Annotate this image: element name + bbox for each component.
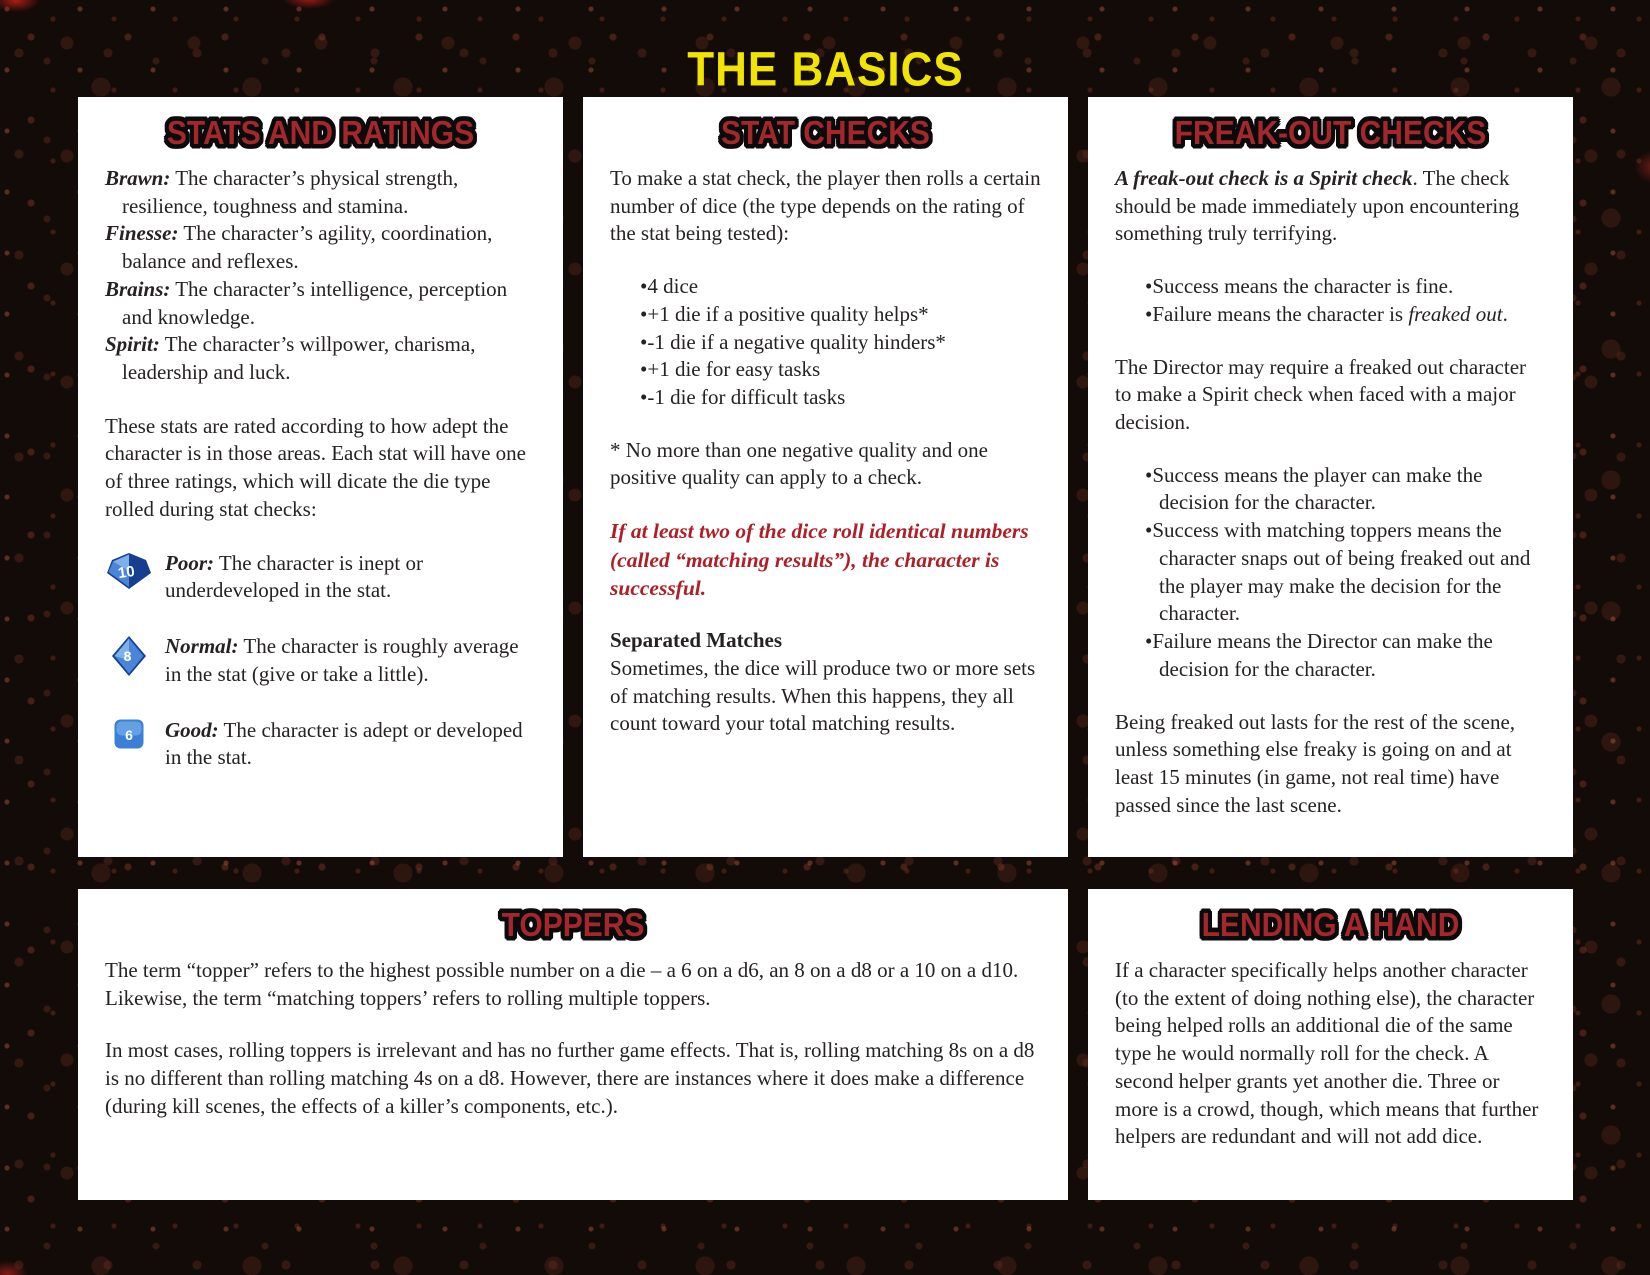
freak-out-checks-card [1088,97,1573,857]
separated-matches-paragraph: Sometimes, the dice will produce two or more sets of matching results. When this happens, they all count toward your total matching results. [610,656,1036,736]
toppers-card [78,889,1068,1200]
freak-out-intro-rest: . The check should be made immediately upon encountering something truly terrifying. [1115,166,1520,246]
list-item [1145,273,1546,301]
freak-out-result-list [1115,273,1546,328]
list-item: • -1 die for difficult tasks [640,384,1041,412]
d6-die-icon [105,717,153,772]
d10-die-icon [105,550,153,605]
list-item: • Success means the player can make the decision for the character. [1145,462,1546,517]
stat-finesse [105,220,536,275]
rating-good [105,717,536,772]
decision-result-list [1115,462,1546,684]
stats-and-ratings-card [78,97,563,857]
stat-checks-card [583,97,1068,857]
ratings-list [105,550,536,772]
director-paragraph: The Director may require a freaked out character to make a Spirit check when faced with a major decision. [1115,354,1527,435]
toppers-paragraph-1: The term “topper” refers to the highest possible number on a die – a 6 on a d6, an 8 on a d8 or a 10 on a d10. Likewise, the term “matching toppers’ refers to rolling multiple toppers. [105,958,1019,1010]
stat-term: Finesse: [105,221,179,246]
toppers-header: TOPPERS [501,906,645,944]
svg-text:8: 8 [123,648,132,665]
separated-matches-subheading: Separated Matches [610,628,783,653]
rating-term: Normal: [165,634,239,659]
stats-and-ratings-header: STATS AND RATINGS [166,114,475,152]
result-suffix: . [1502,301,1508,326]
rating-term: Good: [165,717,219,742]
rating-text [165,633,536,688]
svg-text:10: 10 [116,562,136,582]
stat-spirit [105,331,536,386]
rating-term: Poor: [165,550,214,575]
stat-definition-text: The character’s willpower, charisma, leadership and luck. [122,332,476,385]
toppers-paragraph-2: In most cases, rolling toppers is irrelevant and has no further game effects. That is, rolling matching 8s on a d8 is no different than rolling matching 4s on a d8. However, there are instances where it does make a difference (during kill scenes, the effects of a killer’s components, etc.). [105,1038,1035,1118]
list-item: • 4 dice [640,273,1041,301]
lending-a-hand-card [1088,889,1573,1200]
result-text: Success means the character is fine. [1152,274,1454,299]
list-item: • +1 die if a positive quality helps* [640,301,1041,329]
spirit-check-emphasis: A freak-out check is a Spirit check [1115,166,1413,190]
rating-text [165,550,536,605]
freak-out-intro [1115,165,1546,248]
rating-definition-text: The character is inept or underdeveloped in the stat. [165,550,423,603]
lending-a-hand-paragraph: If a character specifically helps another character (to the extent of doing nothing else), the character being helped rolls an additional die of the same type he would normally roll for the check. A second helper grants yet another die. Three or more is a crowd, though, which means that further helpers are redundant and will not add dice. [1115,958,1539,1149]
stat-brains [105,276,536,331]
d8-die-icon [105,633,153,688]
stat-brawn [105,165,536,220]
red-smudge-decoration [283,0,335,9]
list-item: • +1 die for easy tasks [640,356,1041,384]
duration-paragraph: Being freaked out lasts for the rest of the scene, unless something else freaky is going on and at least 15 minutes (in game, not real time) have passed since the last scene. [1115,709,1516,817]
list-item: • -1 die if a negative quality hinders* [640,329,1041,357]
freak-out-checks-header: FREAK-OUT CHECKS [1174,114,1487,152]
dice-modifier-list [610,273,1041,412]
stat-term: Spirit: [105,332,160,357]
result-text: Failure means the character is [1152,301,1409,326]
list-item: • Failure means the Director can make the decision for the character. [1145,628,1546,683]
quality-footnote: * No more than one negative quality and one positive quality can apply to a check. [610,437,988,490]
rating-text [165,717,536,772]
stat-definition-text: The character’s physical strength, resilience, toughness and stamina. [122,166,459,218]
result-italic: freaked out [1408,301,1503,326]
list-item [1145,301,1546,329]
stat-term: Brains: [105,276,171,301]
list-item: • Success with matching toppers means the character snaps out of being freaked out and the player may make the decision for the character. [1145,517,1546,628]
matching-results-rule: If at least two of the dice roll identical numbers (called “matching results”), the character is successful. [610,519,1029,600]
red-smudge-decoration [1634,150,1650,184]
rating-definition-text: The character is adept or developed in the stat. [165,717,523,770]
stat-definitions [105,165,536,387]
red-smudge-decoration [0,1261,28,1275]
red-smudge-decoration [0,0,40,12]
rating-poor [105,550,536,605]
stat-definition-text: The character’s intelligence, perception and knowledge. [122,276,508,329]
page-title: THE BASICS [687,42,964,97]
stat-definition-text: The character’s agility, coordination, balance and reflexes. [122,221,493,274]
rating-definition-text: The character is roughly average in the stat (give or take a little). [165,634,519,686]
svg-text:6: 6 [125,726,133,743]
stat-term: Brawn: [105,166,171,190]
lending-a-hand-header: LENDING A HAND [1201,906,1460,944]
ratings-intro-paragraph: These stats are rated according to how adept the character is in those areas. Each stat will have one of three ratings, which will dicate the die type rolled during stat checks: [105,413,526,521]
rating-normal [105,633,536,688]
stat-checks-intro: To make a stat check, the player then rolls a certain number of dice (the type depends on the rating of the stat being tested): [610,166,1041,246]
stat-checks-header: STAT CHECKS [721,114,930,152]
